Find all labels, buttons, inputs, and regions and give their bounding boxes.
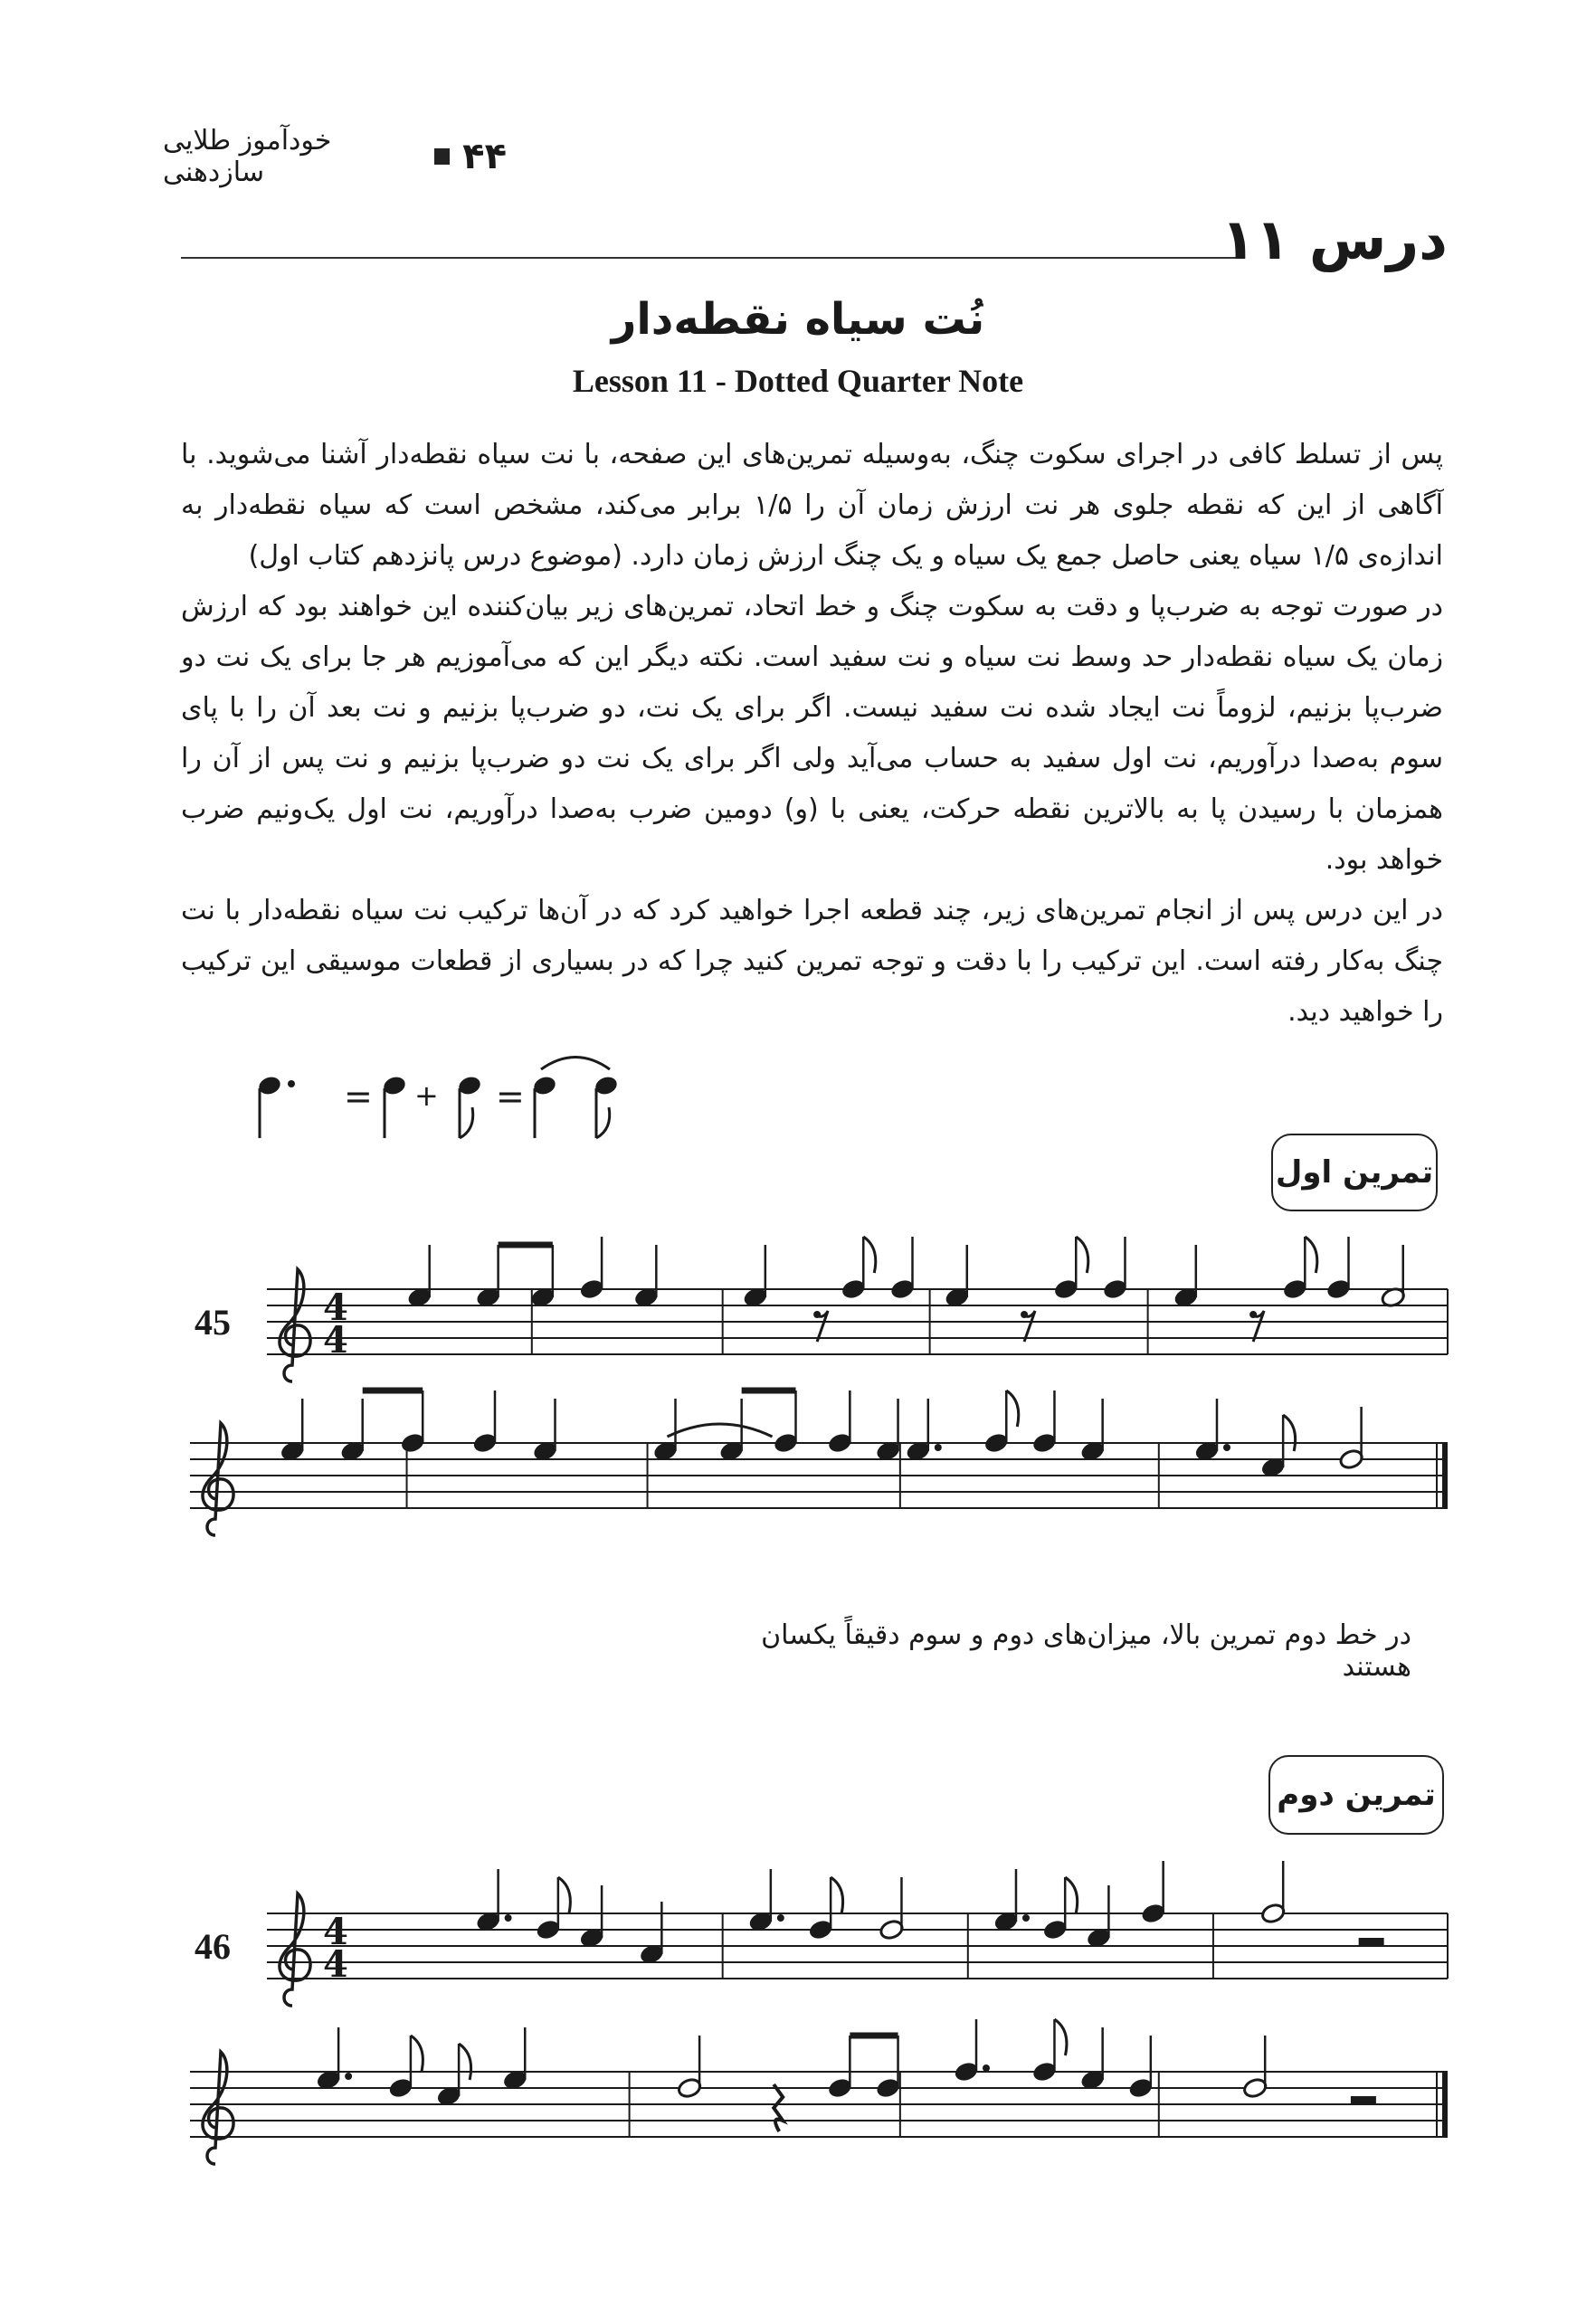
augmentation-dot — [983, 2064, 990, 2072]
staves-group — [190, 1237, 1448, 2164]
rest-dot — [1249, 1311, 1257, 1318]
paragraph: در این درس پس از انجام تمرین‌های زیر، چند قطعه اجرا خواهید کرد که در آن‌ها ترکیب نت سیاه نقطه‌دار با نت چنگ به‌کار رفته است. این ترکیب را با دقت و توجه تمرین کنید چرا که در بسیاری از قطعات موسیقی این ترکیب را خواهید دید. — [181, 895, 1443, 1028]
exercise-number: 46 — [195, 1926, 231, 1967]
augmentation-dot — [1223, 1444, 1230, 1451]
treble-clef-icon — [280, 1894, 310, 2006]
augmentation-dot — [777, 1914, 784, 1922]
exercise-note: در خط دوم تمرین بالا، میزان‌های دوم و سوم دقیقاً یکسان هستند — [761, 1619, 1411, 1683]
tie-arc — [541, 1058, 610, 1070]
time-signature-top: 4 — [323, 1286, 348, 1329]
tie-arc — [668, 1424, 773, 1437]
note-flag — [863, 1237, 876, 1273]
half-rest-icon — [1359, 1938, 1384, 1946]
final-barline — [1442, 1443, 1448, 1508]
treble-clef-icon — [280, 1269, 310, 1381]
book-title: خودآموز طلایی سازدهنی — [163, 125, 332, 188]
note-flag — [558, 1877, 571, 1913]
page-subtitle: Lesson 11 - Dotted Quarter Note — [572, 363, 1024, 399]
paragraph: پس از تسلط کافی در اجرای سکوت چنگ، به‌وسیله تمرین‌های این صفحه، با نت سیاه نقطه‌دار آشنا می‌شوید. با آگاهی از این که نقطه جلوی هر نت ارزش زمان آن را ۱/۵ برابر می‌کند، مشخص است که سیاه نقطه‌دار به اندازه‌ی ۱/۵ سیاه یعنی حاصل جمع یک سیاه و یک چنگ ارزش زمان دارد. (موضوع درس پانزدهم کتاب اول) — [181, 439, 1443, 572]
exercise-label-1: تمرین اول — [1271, 1134, 1438, 1211]
augmentation-dot — [935, 1444, 942, 1451]
plus-sign: + — [414, 1078, 439, 1113]
quarter-rest-icon — [774, 2084, 783, 2131]
rest-dot — [1021, 1311, 1028, 1318]
note-flag — [596, 1107, 610, 1138]
exercise-label-2: تمرین دوم — [1268, 1755, 1444, 1835]
rest-dot — [813, 1311, 821, 1318]
augmentation-dot — [1022, 1914, 1030, 1922]
time-signature-bottom: 4 — [323, 1943, 348, 1986]
note-flag — [1283, 1415, 1296, 1451]
lesson-label: درس ۱۱ — [1221, 206, 1448, 272]
final-barline — [1442, 2072, 1448, 2137]
note-flag — [459, 2044, 470, 2080]
page-number: ۴۴ — [462, 136, 507, 177]
note-flag — [831, 1877, 843, 1913]
treble-clef-icon — [203, 2052, 233, 2164]
note-flag — [1054, 2019, 1067, 2055]
time-signature-top: 4 — [323, 1911, 348, 1953]
note-flag — [411, 2036, 423, 2072]
exercise-number: 45 — [195, 1302, 231, 1343]
note-flag — [1006, 1391, 1019, 1427]
paragraph: در صورت توجه به ضرب‌پا و دقت به سکوت چنگ و خط اتحاد، تمرین‌های زیر بیان‌کننده این خواهند بود که ارزش زمان یک سیاه نقطه‌دار حد وسط نت سیاه و نت سفید است. نکته دیگر این که می‌آموزیم هر جا برای یک نت دو ضرب‌پا بزنیم، لزوماً نت ایجاد شده نت سفید نیست. اگر برای یک نت، دو ضرب‌پا بزنیم و نت بعد آن را با پای سوم به‌صدا درآوریم، نت اول سفید به حساب می‌آید ولی اگر برای یک نت دو ضرب‌پا بزنیم و نت پس از آن را همزمان با رسیدن پا به بالاترین نقطه حرکت، یعنی با (و) دومین ضرب به‌صدا درآوریم، نت اول یک‌ونیم ضرب خواهد بود. — [181, 591, 1443, 876]
augmentation-dot — [505, 1914, 512, 1922]
treble-clef-icon — [203, 1423, 233, 1535]
time-signature-bottom: 4 — [323, 1319, 348, 1362]
augmentation-dot — [288, 1080, 295, 1087]
equals-sign: = — [344, 1077, 373, 1116]
augmentation-dot — [345, 2073, 352, 2080]
equals-sign: = — [496, 1077, 525, 1116]
note-flag — [1065, 1877, 1078, 1913]
note-value-equation — [257, 1058, 620, 1139]
page-title: نُت سیاه نقطه‌دار — [611, 294, 985, 345]
note-flag — [1076, 1237, 1088, 1273]
note-flag — [460, 1107, 473, 1138]
note-flag — [1305, 1237, 1317, 1273]
half-rest-icon — [1351, 2096, 1376, 2104]
